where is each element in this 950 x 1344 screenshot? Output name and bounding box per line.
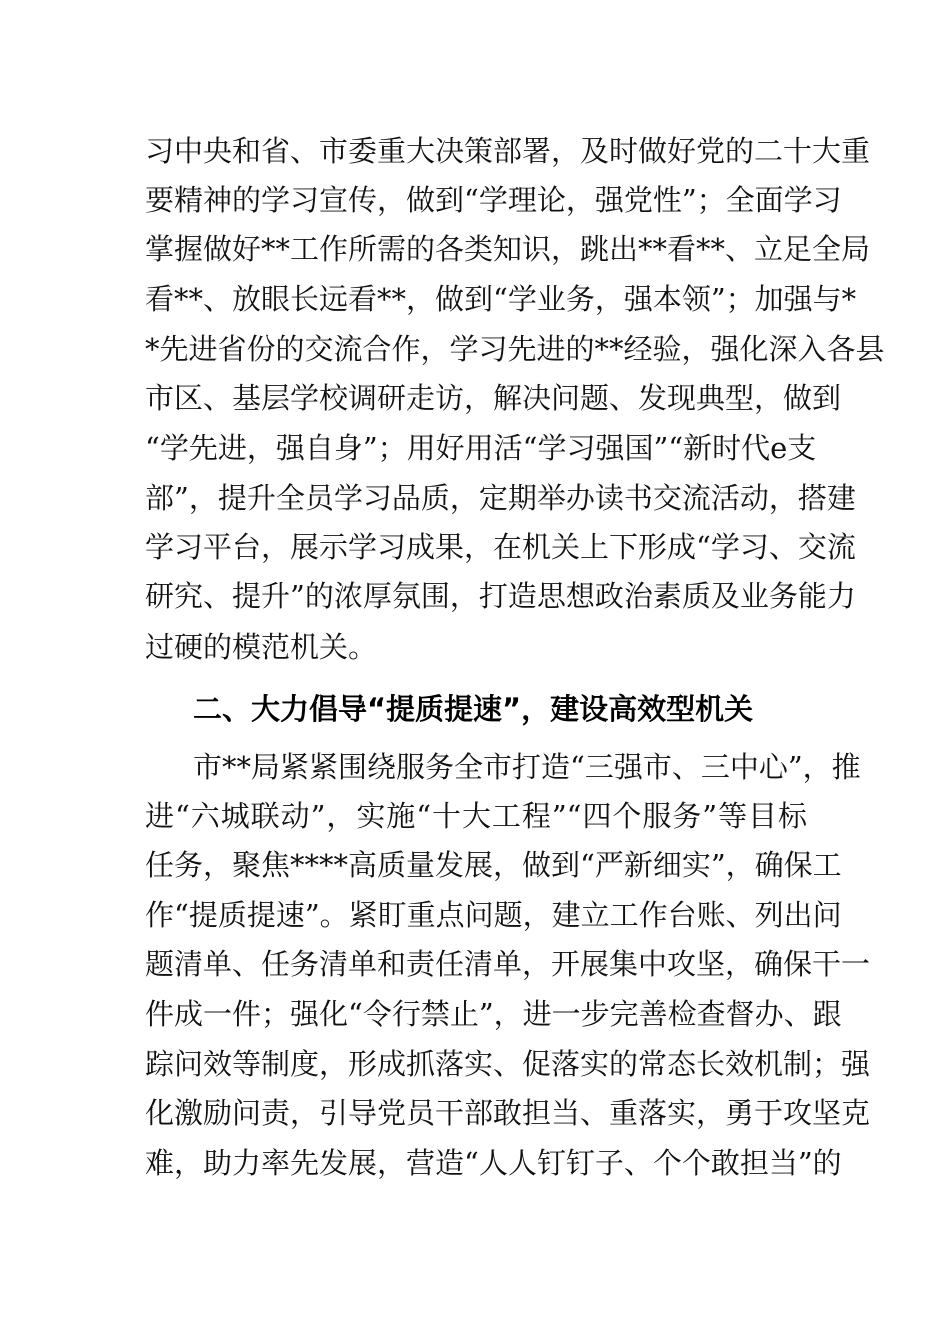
paragraph-line: 掌握做好**工作所需的各类知识，跳出**看**、立足全局 — [145, 232, 871, 266]
paragraph-line: 难，助力率先发展，营造“人人钉钉子、个个敢担当”的 — [145, 1146, 842, 1180]
paragraph-line: 踪问效等制度，形成抓落实、促落实的常态长效机制；强 — [145, 1047, 871, 1081]
paragraph-line: 研究、提升”的浓厚氛围，打造思想政治素质及业务能力 — [145, 579, 856, 613]
paragraph-line: 进“六城联动”，实施“十大工程”“四个服务”等目标 — [145, 799, 807, 833]
paragraph-line: 市**局紧紧围绕服务全市打造“三强市、三中心”，推 — [193, 750, 861, 784]
paragraph-line: 件成一件；强化“令行禁止”，进一步完善检查督办、跟 — [145, 997, 842, 1031]
paragraph-line: 市区、基层学校调研走访，解决问题、发现典型，做到 — [145, 381, 842, 415]
paragraph-line: 题清单、任务清单和责任清单，开展集中攻坚，确保干一 — [145, 947, 871, 981]
section-heading: 二、大力倡导“提质提速”，建设高效型机关 — [193, 692, 754, 726]
paragraph-line: 习中央和省、市委重大决策部署，及时做好党的二十大重 — [145, 134, 871, 168]
paragraph-line: 看**、放眼长远看**，做到“学业务，强本领”；加强与* — [145, 282, 857, 316]
paragraph-line: 任务，聚焦****高质量发展，做到“严新细实”，确保工 — [145, 848, 842, 882]
paragraph-line: *先进省份的交流合作，学习先进的**经验，强化深入各县 — [145, 332, 885, 366]
paragraph-line: 学习平台，展示学习成果，在机关上下形成“学习、交流 — [145, 530, 856, 564]
paragraph-line: 要精神的学习宣传，做到“学理论，强党性”；全面学习 — [145, 183, 842, 217]
paragraph-line: “学先进，强自身”；用好用活“学习强国”“新时代e支 — [145, 431, 817, 465]
paragraph-line: 化激励问责，引导党员干部敢担当、重落实，勇于攻坚克 — [145, 1096, 871, 1130]
paragraph-line: 过硬的模范机关。 — [145, 630, 378, 664]
paragraph-line: 作“提质提速”。紧盯重点问题，建立工作台账、列出问 — [145, 898, 842, 932]
paragraph-line: 部”，提升全员学习品质，定期举办读书交流活动，搭建 — [145, 481, 856, 515]
